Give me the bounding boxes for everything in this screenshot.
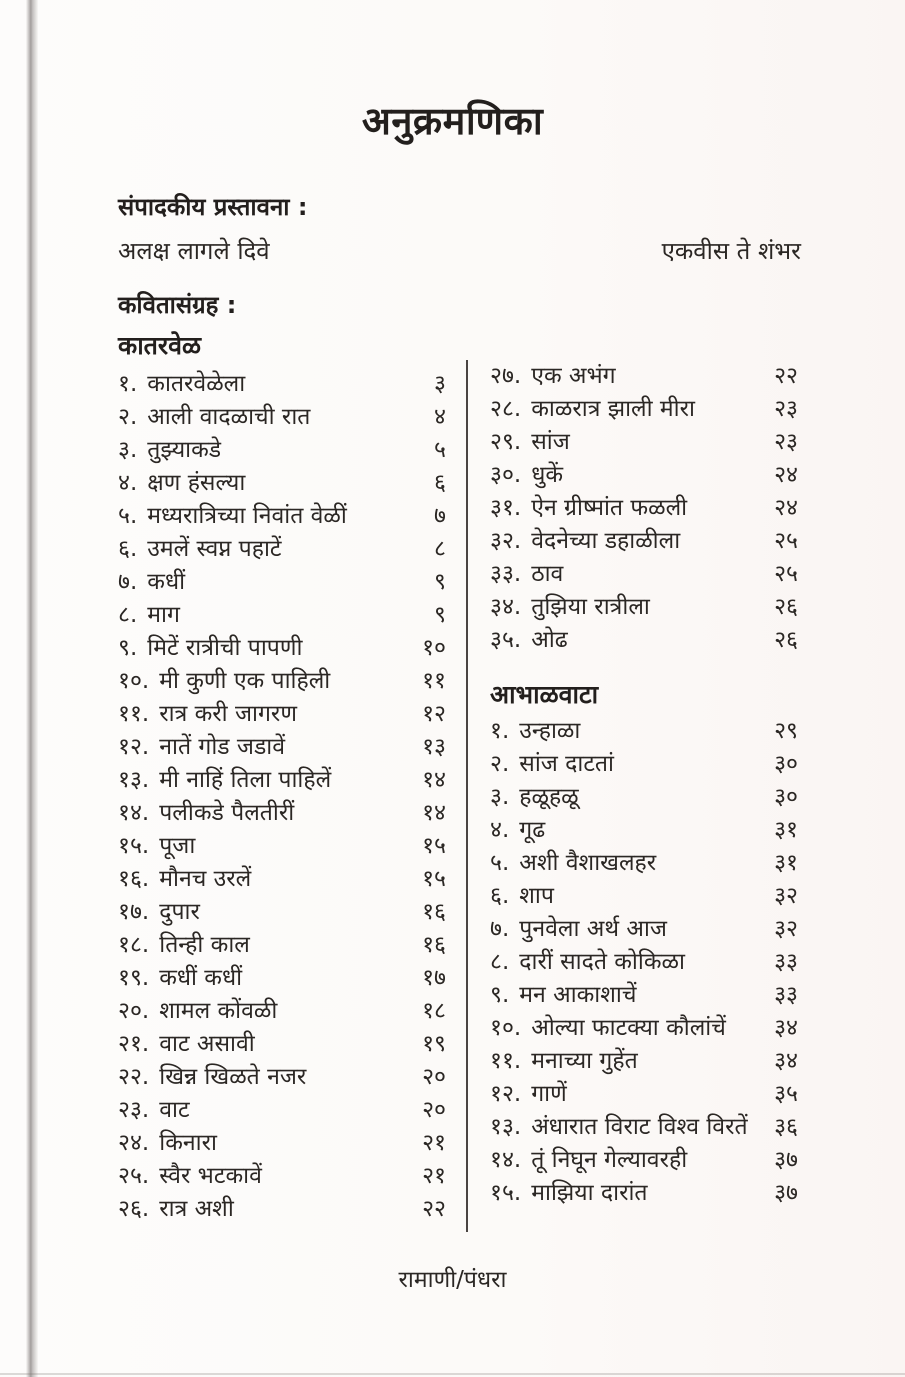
toc-entry-number: ६.: [118, 536, 138, 562]
toc-entry-title: माग: [147, 602, 180, 628]
toc-entry-title: ठाव: [531, 561, 564, 587]
toc-entry: [118, 764, 331, 797]
toc-entry-title: वेदनेच्या डहाळीला: [531, 528, 681, 554]
toc-entry-title: तुझिया रात्रीला: [531, 594, 650, 620]
toc-entry-title: दारीं सादते कोकिळा: [519, 949, 685, 975]
toc-row: [490, 1012, 798, 1045]
toc-entry-number: १.: [118, 371, 138, 397]
toc-entry: [490, 1111, 748, 1144]
toc-entry-number: ११.: [118, 701, 150, 727]
toc-row: [490, 459, 798, 492]
toc-row: [118, 731, 446, 764]
toc-entry: [118, 401, 310, 434]
toc-entry-title: खिन्न खिळते नजर: [159, 1064, 307, 1090]
toc-entry-number: ११.: [490, 1048, 522, 1074]
toc-row: [490, 558, 798, 591]
toc-entry-page-number: २३: [774, 396, 798, 422]
toc-entry-number: २७.: [490, 363, 522, 389]
toc-row: [118, 500, 446, 533]
toc-entry: [118, 962, 242, 995]
toc-entry-page-number: २२: [422, 1196, 446, 1222]
toc-entry-page-number: ३: [434, 371, 446, 397]
toc-entry-title: मौनच उरलें: [159, 866, 252, 892]
toc-entry-title: आली वादळाची रात: [147, 404, 311, 430]
toc-row: [118, 1028, 446, 1061]
section-heading-kataravel: कातरवेळ: [118, 331, 202, 360]
toc-entry-number: १०.: [118, 668, 150, 694]
toc-entry-page-number: २३: [774, 429, 798, 455]
toc-entry-number: ३०.: [490, 462, 522, 488]
toc-entry-page-number: ३५: [774, 1081, 798, 1107]
toc-entry-title: तूं निघून गेल्यावरही: [531, 1147, 688, 1173]
toc-entry-title: शाप: [519, 883, 554, 909]
toc-entry-number: २.: [490, 751, 510, 777]
toc-entry-page-number: २०: [422, 1064, 446, 1090]
toc-entry: [118, 467, 245, 500]
toc-row: [118, 467, 446, 500]
toc-entry-page-number: २०: [422, 1097, 446, 1123]
toc-entry: [118, 1028, 255, 1061]
toc-entry-number: ४.: [118, 470, 138, 496]
toc-row: [490, 814, 798, 847]
toc-entry-number: १३.: [490, 1114, 522, 1140]
toc-entry-number: २२.: [118, 1064, 150, 1090]
toc-entry-page-number: २६: [774, 627, 798, 653]
toc-entry: [490, 492, 687, 525]
toc-entry-number: ३.: [490, 784, 510, 810]
toc-entry: [490, 847, 656, 880]
toc-entry-title: दुपार: [159, 899, 200, 925]
toc-entry-number: १५.: [118, 833, 150, 859]
toc-entry-title: अशी वैशाखलहर: [519, 850, 657, 876]
toc-row: [118, 863, 446, 896]
toc-entry-number: १८.: [118, 932, 150, 958]
toc-entry-page-number: १२: [422, 701, 446, 727]
toc-entry: [118, 995, 277, 1028]
toc-entry-page-number: ३१: [774, 817, 798, 843]
toc-entry-title: मी नाहिं तिला पाहिलें: [159, 767, 332, 793]
toc-entry: [490, 913, 667, 946]
toc-entry-number: २१.: [118, 1031, 150, 1057]
toc-entry: [118, 566, 185, 599]
toc-entry-number: ८.: [490, 949, 510, 975]
toc-entry: [118, 434, 221, 467]
toc-row: [490, 880, 798, 913]
toc-entry: [118, 500, 347, 533]
toc-entry: [118, 929, 250, 962]
toc-entry-page-number: ३०: [774, 751, 798, 777]
toc-entry: [490, 558, 563, 591]
toc-entry-number: २३.: [118, 1097, 150, 1123]
toc-entry-number: १.: [490, 718, 510, 744]
toc-row: [118, 401, 446, 434]
toc-entry-number: १६.: [118, 866, 150, 892]
toc-entry: [490, 459, 563, 492]
toc-entry-page-number: ११: [422, 668, 446, 694]
toc-row: [490, 393, 798, 426]
toc-entry-title: मनाच्या गुहेंत: [531, 1048, 638, 1074]
toc-entry-page-number: ३१: [774, 850, 798, 876]
toc-entry-title: मी कुणी एक पाहिली: [159, 668, 331, 694]
toc-row: [490, 946, 798, 979]
toc-entry: [118, 368, 245, 401]
page-footer-signature: रामाणी/पंधरा: [398, 1267, 507, 1293]
toc-entry-title: धुकें: [531, 462, 564, 488]
toc-entry-number: १४.: [118, 800, 150, 826]
toc-entry-number: २८.: [490, 396, 522, 422]
toc-entry: [118, 1061, 306, 1094]
toc-row: [118, 962, 446, 995]
toc-entry-title: तुझ्याकडे: [147, 437, 222, 463]
toc-entry: [490, 748, 614, 781]
toc-entry-page-number: ३४: [774, 1015, 798, 1041]
toc-entry: [118, 1127, 217, 1160]
toc-columns: [118, 330, 798, 1232]
toc-entry-page-number: ४: [434, 404, 446, 430]
toc-entry-page-number: २९: [774, 718, 798, 744]
toc-right-column: [466, 360, 798, 1232]
toc-entry: [118, 863, 251, 896]
toc-list-kataravel-right: [490, 360, 798, 657]
toc-entry-number: १२.: [490, 1081, 522, 1107]
toc-entry-number: २४.: [118, 1130, 150, 1156]
toc-entry-number: ६.: [490, 883, 510, 909]
toc-entry-page-number: ५: [434, 437, 446, 463]
section-heading-abhalwata: आभाळवाटा: [490, 680, 599, 709]
toc-entry-page-number: १७: [422, 965, 446, 991]
toc-entry-number: १०.: [490, 1015, 522, 1041]
toc-entry-number: ७.: [490, 916, 510, 942]
toc-entry-title: गाणें: [531, 1081, 567, 1107]
toc-row: [118, 632, 446, 665]
toc-entry-page-number: ८: [434, 536, 446, 562]
toc-entry: [118, 830, 195, 863]
toc-entry-number: १५.: [490, 1180, 522, 1206]
toc-row: [118, 599, 446, 632]
toc-entry: [118, 698, 297, 731]
toc-row: [490, 1144, 798, 1177]
toc-entry: [490, 979, 636, 1012]
toc-entry-page-number: २५: [774, 561, 798, 587]
preface-block: [118, 190, 801, 322]
toc-row: [118, 1127, 446, 1160]
toc-row: [118, 929, 446, 962]
toc-entry-page-number: ३२: [774, 916, 798, 942]
toc-row: [490, 781, 798, 814]
toc-entry: [490, 393, 695, 426]
toc-row: [490, 1078, 798, 1111]
toc-entry-number: ३४.: [490, 594, 522, 620]
toc-entry: [118, 599, 180, 632]
toc-entry: [490, 814, 545, 847]
toc-entry-page-number: १६: [422, 932, 446, 958]
preface-entry-title: अलक्ष लागले दिवे: [118, 237, 270, 265]
toc-entry-page-number: ९: [434, 602, 446, 628]
toc-list-kataravel-left: [118, 368, 446, 1226]
poetry-collection-heading: कवितासंग्रह :: [118, 291, 237, 319]
toc-entry-page-number: २२: [774, 363, 798, 389]
toc-entry: [118, 533, 282, 566]
toc-entry-page-number: १६: [422, 899, 446, 925]
toc-row: [118, 995, 446, 1028]
toc-entry-number: २६.: [118, 1196, 150, 1222]
toc-row: [118, 698, 446, 731]
toc-entry-title: तिन्ही काल: [159, 932, 250, 958]
toc-entry: [490, 525, 680, 558]
toc-entry-number: ७.: [118, 569, 138, 595]
toc-entry: [118, 1160, 262, 1193]
preface-entry-row: [118, 234, 801, 268]
toc-entry-title: पुनवेला अर्थ आज: [519, 916, 667, 942]
toc-entry-title: सांज: [531, 429, 570, 455]
toc-entry: [490, 1144, 687, 1177]
toc-row: [490, 913, 798, 946]
toc-entry-title: माझिया दारांत: [531, 1180, 648, 1206]
toc-entry-page-number: ३२: [774, 883, 798, 909]
toc-row: [118, 1094, 446, 1127]
toc-entry-number: ३.: [118, 437, 138, 463]
toc-entry-number: २५.: [118, 1163, 150, 1189]
toc-entry-page-number: १९: [422, 1031, 446, 1057]
toc-entry-title: पलीकडे पैलतीरीं: [159, 800, 295, 826]
toc-entry-page-number: १३: [422, 734, 446, 760]
toc-row: [490, 591, 798, 624]
toc-entry-page-number: १०: [422, 635, 446, 661]
toc-left-column: [118, 330, 466, 1232]
toc-entry-page-number: ३७: [774, 1180, 798, 1206]
toc-entry-page-number: ६: [434, 470, 446, 496]
toc-entry-title: कधीं: [147, 569, 186, 595]
toc-row: [118, 368, 446, 401]
toc-entry-page-number: २६: [774, 594, 798, 620]
toc-entry-title: पूजा: [159, 833, 196, 859]
toc-row: [490, 624, 798, 657]
toc-entry: [490, 715, 580, 748]
toc-row: [490, 715, 798, 748]
toc-entry-page-number: ३७: [774, 1147, 798, 1173]
toc-entry: [490, 880, 554, 913]
toc-entry-title: मिटें रात्रीची पापणी: [147, 635, 303, 661]
toc-row: [490, 748, 798, 781]
toc-row: [118, 566, 446, 599]
toc-entry-number: ९.: [490, 982, 510, 1008]
toc-entry-number: १३.: [118, 767, 150, 793]
toc-entry-title: हळूहळू: [519, 784, 579, 810]
toc-entry-number: ३१.: [490, 495, 522, 521]
toc-entry-title: मन आकाशाचें: [519, 982, 637, 1008]
toc-row: [118, 896, 446, 929]
toc-entry-title: कातरवेळेला: [147, 371, 246, 397]
toc-entry-number: १७.: [118, 899, 150, 925]
toc-entry-page-number: ३६: [774, 1114, 798, 1140]
toc-entry-number: २०.: [118, 998, 150, 1024]
toc-entry-page-number: १४: [422, 800, 446, 826]
toc-entry-title: एक अभंग: [531, 363, 616, 389]
toc-entry-title: गूढ: [519, 817, 546, 843]
toc-row: [118, 764, 446, 797]
toc-entry-number: ३३.: [490, 561, 522, 587]
toc-entry-number: ३५.: [490, 627, 522, 653]
book-gutter-shadow: [26, 0, 38, 1377]
toc-row: [490, 525, 798, 558]
toc-row: [118, 797, 446, 830]
toc-entry-page-number: ७: [434, 503, 446, 529]
toc-entry: [490, 624, 568, 657]
toc-row: [490, 1177, 798, 1210]
toc-entry-page-number: २१: [422, 1130, 446, 1156]
toc-entry: [490, 1177, 648, 1210]
preface-entry-pages: एकवीस ते शंभर: [661, 237, 801, 265]
toc-entry-title: ओढ: [531, 627, 568, 653]
toc-entry: [490, 946, 685, 979]
toc-row: [118, 1193, 446, 1226]
toc-entry-title: ऐन ग्रीष्मांत फळली: [531, 495, 688, 521]
toc-list-abhalwata: [490, 715, 798, 1210]
toc-entry-title: सांज दाटतां: [519, 751, 614, 777]
toc-entry-number: ५.: [490, 850, 510, 876]
toc-entry-number: १२.: [118, 734, 150, 760]
toc-row: [490, 360, 798, 393]
toc-entry-title: शामल कोंवळी: [159, 998, 278, 1024]
toc-entry: [118, 896, 200, 929]
toc-entry-page-number: २४: [774, 462, 798, 488]
toc-entry-title: कधीं कधीं: [159, 965, 243, 991]
toc-entry: [118, 1193, 234, 1226]
toc-entry-number: २९.: [490, 429, 522, 455]
toc-entry-page-number: ३०: [774, 784, 798, 810]
toc-entry: [118, 665, 330, 698]
toc-entry-title: अंधारात विराट विश्व विरतें: [531, 1114, 748, 1140]
toc-entry-page-number: १४: [422, 767, 446, 793]
toc-entry-number: ४.: [490, 817, 510, 843]
toc-entry: [118, 797, 294, 830]
toc-entry-page-number: २५: [774, 528, 798, 554]
toc-entry-page-number: ३३: [774, 982, 798, 1008]
toc-entry-title: ओल्या फाटक्या कौलांचें: [531, 1015, 726, 1041]
toc-entry-page-number: १५: [422, 833, 446, 859]
toc-entry-page-number: १८: [422, 998, 446, 1024]
toc-entry: [490, 1078, 567, 1111]
toc-entry: [490, 360, 616, 393]
toc-entry-number: १४.: [490, 1147, 522, 1173]
toc-entry-title: वाट असावी: [159, 1031, 255, 1057]
toc-entry-title: रात्र करी जागरण: [159, 701, 297, 727]
page-title: अनुक्रमणिका: [361, 99, 544, 143]
toc-entry: [490, 1012, 726, 1045]
toc-entry-title: उमलें स्वप्न पहाटें: [147, 536, 282, 562]
toc-entry: [118, 1094, 190, 1127]
toc-row: [490, 426, 798, 459]
toc-entry-title: क्षण हंसल्या: [147, 470, 246, 496]
toc-row: [118, 1160, 446, 1193]
toc-entry: [118, 731, 285, 764]
toc-entry-title: काळरात्र झाली मीरा: [531, 396, 695, 422]
toc-entry-title: मध्यरात्रिच्या निवांत वेळीं: [147, 503, 347, 529]
toc-entry: [490, 591, 650, 624]
toc-entry-number: ५.: [118, 503, 138, 529]
toc-row: [118, 665, 446, 698]
toc-row: [490, 1045, 798, 1078]
page-bottom-edge: [0, 1373, 905, 1375]
toc-entry-title: स्वैर भटकावें: [159, 1163, 262, 1189]
toc-row: [490, 979, 798, 1012]
toc-entry-title: उन्हाळा: [519, 718, 581, 744]
toc-entry-page-number: ३४: [774, 1048, 798, 1074]
toc-entry-number: ९.: [118, 635, 138, 661]
toc-entry-title: किनारा: [159, 1130, 217, 1156]
toc-entry-page-number: २१: [422, 1163, 446, 1189]
toc-entry: [118, 632, 302, 665]
toc-entry-page-number: १५: [422, 866, 446, 892]
toc-entry-number: ८.: [118, 602, 138, 628]
toc-row: [490, 847, 798, 880]
toc-entry-page-number: ३३: [774, 949, 798, 975]
toc-row: [118, 830, 446, 863]
toc-entry-title: रात्र अशी: [159, 1196, 234, 1222]
editorial-preface-heading: संपादकीय प्रस्तावना :: [118, 193, 308, 221]
toc-row: [490, 1111, 798, 1144]
toc-entry-page-number: २४: [774, 495, 798, 521]
toc-row: [118, 1061, 446, 1094]
toc-entry-page-number: ९: [434, 569, 446, 595]
toc-entry: [490, 426, 570, 459]
toc-entry-title: वाट: [159, 1097, 190, 1123]
toc-row: [118, 533, 446, 566]
toc-row: [490, 492, 798, 525]
toc-entry-number: १९.: [118, 965, 150, 991]
toc-row: [118, 434, 446, 467]
toc-entry: [490, 781, 579, 814]
toc-entry: [490, 1045, 638, 1078]
toc-entry-number: २.: [118, 404, 138, 430]
toc-entry-title: नातें गोड जडावें: [159, 734, 286, 760]
toc-entry-number: ३२.: [490, 528, 522, 554]
